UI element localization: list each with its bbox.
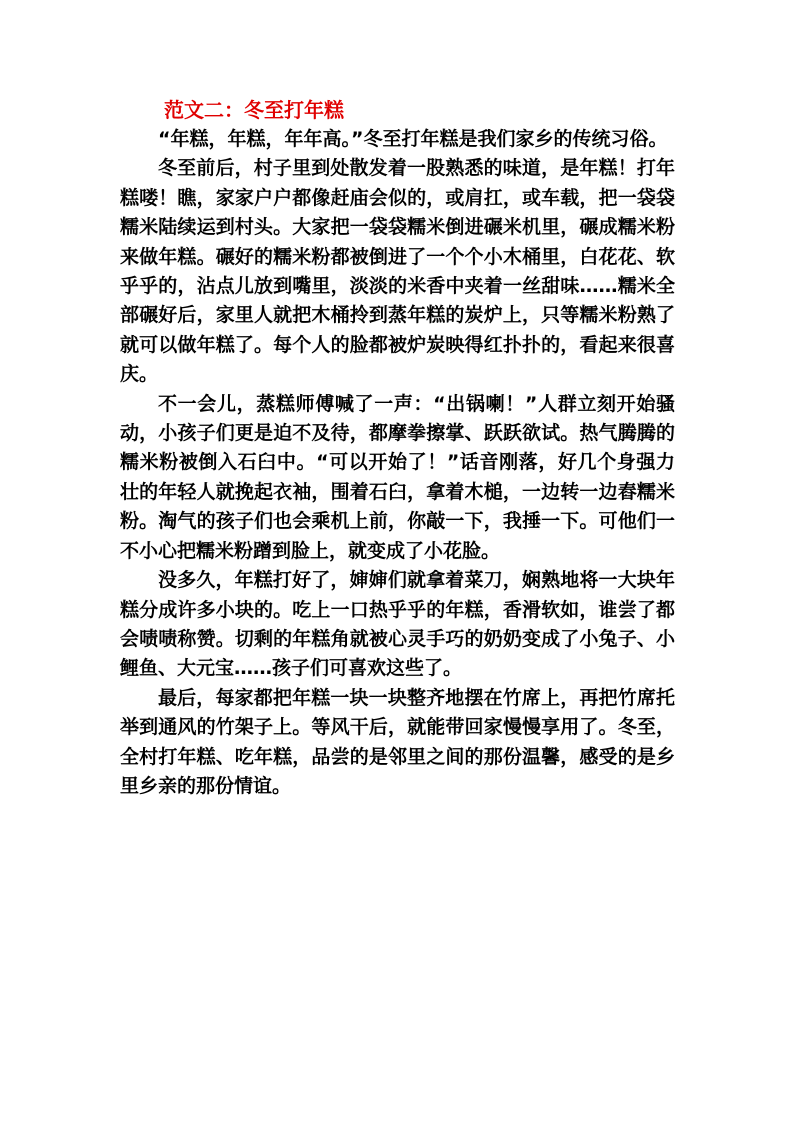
paragraph-4: 没多久，年糕打好了，婶婶们就拿着菜刀，娴熟地将一大块年糕分成许多小块的。吃上一口热乎乎的年糕，香滑软如，谁尝了都会啧啧称赞。切剩的年糕角就被心灵手巧的奶奶变成了小兔子、小鲤鱼、大元宝……孩子们可喜欢这些了。 bbox=[120, 569, 675, 680]
document-body bbox=[120, 95, 675, 801]
paragraph-2: 冬至前后，村子里到处散发着一股熟悉的味道，是年糕！打年糕喽！瞧，家家户户都像赶庙会似的，或肩扛，或车载，把一袋袋糯米陆续运到村头。大家把一袋袋糯米倒进碾米机里，碾成糯米粉来做年糕。碾好的糯米粉都被倒进了一个个小木桶里，白花花、软乎乎的，沾点儿放到嘴里，淡淡的米香中夹着一丝甜味……糯米全部碾好后，家里人就把木桶拎到蒸年糕的炭炉上，只等糯米粉熟了就可以做年糕了。每个人的脸都被炉炭映得红扑扑的，看起来很喜庆。 bbox=[120, 157, 675, 386]
paragraph-1: “年糕，年糕，年年高。”冬至打年糕是我们家乡的传统习俗。 bbox=[158, 128, 668, 150]
document-title: 范文二：冬至打年糕 bbox=[164, 98, 344, 122]
paragraph-3: 不一会儿，蒸糕师傅喊了一声：“出锅喇！”人群立刻开始骚动，小孩子们更是迫不及待，都摩拳擦掌、跃跃欲试。热气腾腾的糯米粉被倒入石臼中。“可以开始了！”话音刚落，好几个身强力壮的年轻人就挽起衣袖，围着石臼，拿着木槌，一边转一边舂糯米粉。淘气的孩子们也会乘机上前，你敲一下，我捶一下。可他们一不小心把糯米粉蹭到脸上，就变成了小花脸。 bbox=[120, 392, 675, 562]
paragraph-5: 最后，每家都把年糕一块一块整齐地摆在竹席上，再把竹席托举到通风的竹架子上。等风干后，就能带回家慢慢享用了。冬至，全村打年糕、吃年糕，品尝的是邻里之间的那份温馨，感受的是乡里乡亲的那份情谊。 bbox=[120, 686, 675, 797]
